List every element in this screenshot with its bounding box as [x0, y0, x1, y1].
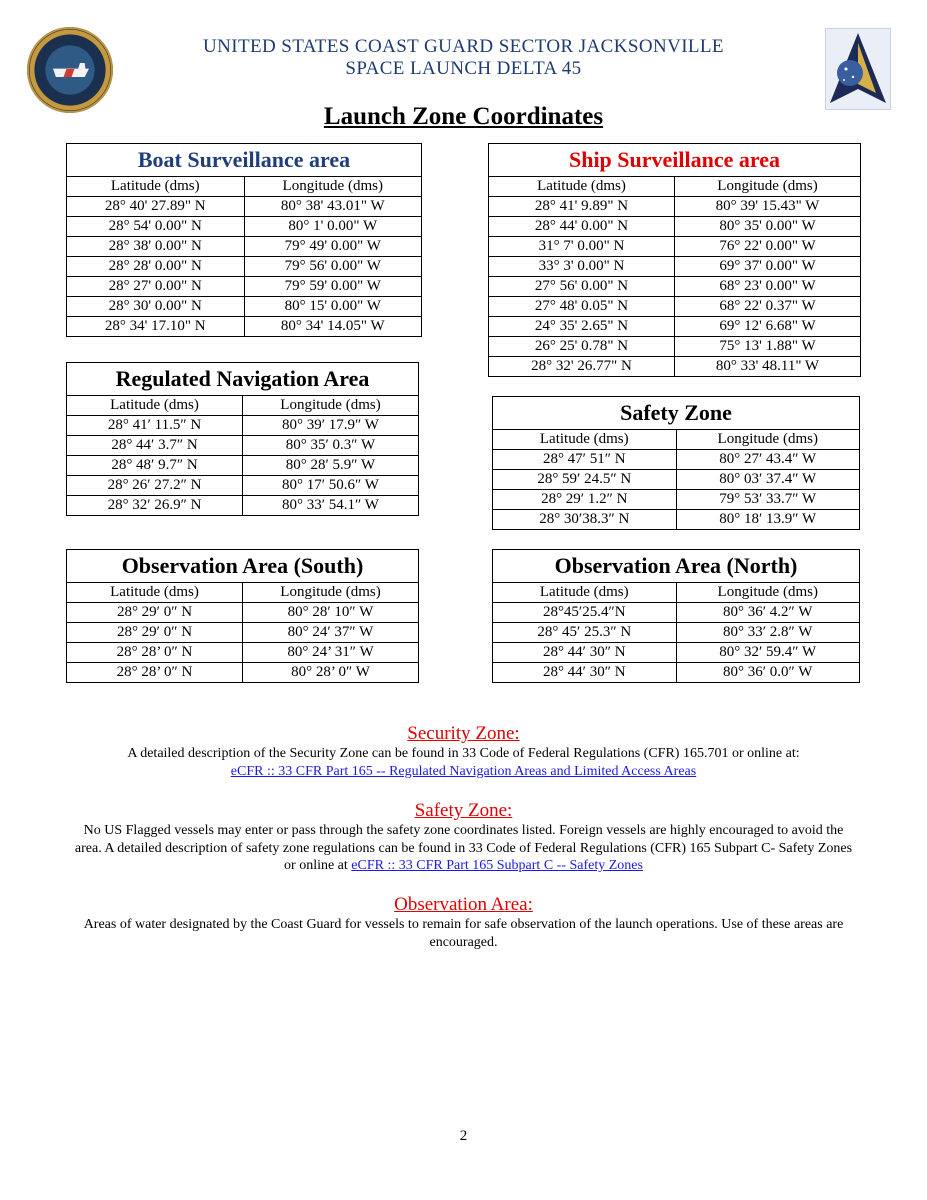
latitude-cell: 27° 48' 0.05" N: [489, 297, 675, 317]
latitude-cell: 28° 40' 27.89" N: [67, 197, 245, 217]
table-row: [493, 450, 860, 470]
security-zone-text: A detailed description of the Security Zone can be found in 33 Code of Federal Regulations (CFR) 165.701 or online at:: [127, 746, 800, 761]
latitude-cell: 28° 38' 0.00" N: [67, 237, 245, 257]
latitude-cell: 28° 54' 0.00" N: [67, 217, 245, 237]
latitude-cell: 28° 48′ 9.7″ N: [67, 456, 243, 476]
longitude-cell: 79° 49' 0.00" W: [244, 237, 422, 257]
delta-emblem-icon: [826, 29, 890, 109]
longitude-cell: 80° 39′ 17.9″ W: [243, 416, 419, 436]
page-title: Launch Zone Coordinates: [323, 103, 604, 130]
table-row: [493, 623, 860, 643]
longitude-cell: 80° 32′ 59.4″ W: [676, 643, 860, 663]
longitude-cell: 69° 37' 0.00" W: [675, 257, 861, 277]
table-row: [67, 643, 419, 663]
longitude-cell: 80° 33′ 2.8″ W: [676, 623, 860, 643]
longitude-header: Longitude (dms): [244, 177, 422, 197]
latitude-cell: 28° 59′ 24.5″ N: [493, 470, 677, 490]
table-row: [493, 510, 860, 530]
observation-area-body: Areas of water designated by the Coast Guard for vessels to remain for safe observation of the launch operations. Use of these areas are encouraged.: [83, 917, 844, 950]
space-launch-delta-logo: [825, 28, 891, 110]
table-row: [67, 257, 422, 277]
longitude-cell: 80° 35' 0.00" W: [675, 217, 861, 237]
latitude-cell: 27° 56' 0.00" N: [489, 277, 675, 297]
longitude-cell: 68° 23' 0.00" W: [675, 277, 861, 297]
observation-south-table: [66, 549, 419, 683]
table-row: [493, 603, 860, 623]
boat-surveillance-table: [66, 143, 422, 337]
longitude-cell: 80° 28′ 5.9″ W: [243, 456, 419, 476]
longitude-cell: 76° 22' 0.00" W: [675, 237, 861, 257]
longitude-cell: 80° 27′ 43.4″ W: [676, 450, 860, 470]
latitude-cell: 28° 47′ 51″ N: [493, 450, 677, 470]
table-row: [489, 237, 861, 257]
latitude-cell: 28° 29′ 0″ N: [67, 603, 243, 623]
table-row: [493, 643, 860, 663]
table-row: [493, 470, 860, 490]
longitude-cell: 80° 36′ 4.2″ W: [676, 603, 860, 623]
latitude-cell: 28° 44′ 3.7″ N: [67, 436, 243, 456]
longitude-cell: 79° 53′ 33.7″ W: [676, 490, 860, 510]
latitude-cell: 28°45′25.4″N: [493, 603, 677, 623]
latitude-cell: 28° 34' 17.10" N: [67, 317, 245, 337]
latitude-cell: 26° 25' 0.78" N: [489, 337, 675, 357]
longitude-cell: 79° 56' 0.00" W: [244, 257, 422, 277]
ship-surveillance-table: [488, 143, 861, 377]
longitude-cell: 80° 24′ 37″ W: [243, 623, 419, 643]
longitude-cell: 80° 34' 14.05" W: [244, 317, 422, 337]
longitude-cell: 80° 15' 0.00" W: [244, 297, 422, 317]
latitude-header: Latitude (dms): [493, 430, 677, 450]
latitude-header: Latitude (dms): [67, 396, 243, 416]
table-row: [489, 297, 861, 317]
latitude-cell: 28° 44′ 30″ N: [493, 643, 677, 663]
latitude-cell: 28° 32′ 26.9″ N: [67, 496, 243, 516]
table-row: [67, 416, 419, 436]
safety-zone-body: [70, 822, 857, 875]
table-caption: Boat Surveillance area: [67, 144, 422, 177]
longitude-cell: 79° 59' 0.00" W: [244, 277, 422, 297]
latitude-cell: 28° 28’ 0″ N: [67, 643, 243, 663]
table-row: [67, 237, 422, 257]
longitude-header: Longitude (dms): [243, 583, 419, 603]
table-row: [493, 663, 860, 683]
table-row: [67, 297, 422, 317]
longitude-cell: 75° 13' 1.88" W: [675, 337, 861, 357]
observation-north-table: [492, 549, 860, 683]
longitude-header: Longitude (dms): [243, 396, 419, 416]
table-caption: Observation Area (South): [67, 550, 419, 583]
longitude-cell: 80° 39' 15.43" W: [675, 197, 861, 217]
security-zone-body: [70, 745, 857, 780]
table-row: [493, 490, 860, 510]
regulated-navigation-table: [66, 362, 419, 516]
latitude-header: Latitude (dms): [67, 177, 245, 197]
table-row: [67, 436, 419, 456]
security-zone-ecfr-link[interactable]: eCFR :: 33 CFR Part 165 -- Regulated Navigation Areas and Limited Access Areas: [230, 763, 697, 779]
safety-zone-text: No US Flagged vessels may enter or pass through the safety zone coordinates listed. Foreign vessels are highly encouraged to avoid the area. A detailed description of safety zone regulations can be found in 33 Code of Federal Regulations (CFR) 165 Subpart C- Safety Zones or online at: [74, 823, 853, 873]
latitude-header: Latitude (dms): [493, 583, 677, 603]
table-row: [67, 456, 419, 476]
table-row: [489, 317, 861, 337]
latitude-cell: 28° 26′ 27.2″ N: [67, 476, 243, 496]
latitude-cell: 28° 29′ 1.2″ N: [493, 490, 677, 510]
longitude-header: Longitude (dms): [675, 177, 861, 197]
longitude-cell: 80° 35′ 0.3″ W: [243, 436, 419, 456]
latitude-cell: 28° 44′ 30″ N: [493, 663, 677, 683]
latitude-cell: 28° 28' 0.00" N: [67, 257, 245, 277]
longitude-cell: 80° 18′ 13.9″ W: [676, 510, 860, 530]
longitude-cell: 80° 38' 43.01" W: [244, 197, 422, 217]
table-row: [489, 277, 861, 297]
longitude-cell: 80° 33′ 54.1″ W: [243, 496, 419, 516]
longitude-header: Longitude (dms): [676, 430, 860, 450]
latitude-cell: 28° 27' 0.00" N: [67, 277, 245, 297]
latitude-header: Latitude (dms): [67, 583, 243, 603]
table-row: [67, 217, 422, 237]
latitude-cell: 28° 41′ 11.5″ N: [67, 416, 243, 436]
table-caption: Regulated Navigation Area: [67, 363, 419, 396]
table-caption: Observation Area (North): [493, 550, 860, 583]
latitude-cell: 28° 28’ 0″ N: [67, 663, 243, 683]
security-zone-heading: Security Zone:: [407, 723, 520, 744]
latitude-cell: 28° 45′ 25.3″ N: [493, 623, 677, 643]
table-row: [489, 217, 861, 237]
longitude-cell: 80° 28′ 10″ W: [243, 603, 419, 623]
longitude-cell: 69° 12' 6.68" W: [675, 317, 861, 337]
table-row: [489, 257, 861, 277]
latitude-cell: 28° 30' 0.00" N: [67, 297, 245, 317]
latitude-cell: 24° 35' 2.65" N: [489, 317, 675, 337]
safety-zone-ecfr-link[interactable]: eCFR :: 33 CFR Part 165 Subpart C -- Safety Zones: [351, 858, 643, 873]
longitude-cell: 80° 24’ 31″ W: [243, 643, 419, 663]
longitude-cell: 80° 03′ 37.4″ W: [676, 470, 860, 490]
safety-zone-table: [492, 396, 860, 530]
latitude-cell: 28° 29′ 0″ N: [67, 623, 243, 643]
page-number: 2: [459, 1128, 468, 1144]
longitude-cell: 80° 28’ 0″ W: [243, 663, 419, 683]
table-row: [489, 197, 861, 217]
longitude-cell: 68° 22' 0.37" W: [675, 297, 861, 317]
latitude-cell: 33° 3' 0.00" N: [489, 257, 675, 277]
table-row: [489, 357, 861, 377]
header-line-1: UNITED STATES COAST GUARD SECTOR JACKSONVILLE: [203, 36, 724, 57]
table-row: [67, 476, 419, 496]
table-caption: Safety Zone: [493, 397, 860, 430]
table-row: [67, 197, 422, 217]
longitude-cell: 80° 17′ 50.6″ W: [243, 476, 419, 496]
observation-area-heading: Observation Area:: [394, 894, 533, 915]
longitude-cell: 80° 1' 0.00" W: [244, 217, 422, 237]
table-row: [67, 623, 419, 643]
table-caption: Ship Surveillance area: [489, 144, 861, 177]
table-row: [67, 496, 419, 516]
table-row: [67, 277, 422, 297]
longitude-cell: 80° 33' 48.11" W: [675, 357, 861, 377]
longitude-header: Longitude (dms): [676, 583, 860, 603]
longitude-cell: 80° 36′ 0.0″ W: [676, 663, 860, 683]
latitude-cell: 28° 32' 26.77" N: [489, 357, 675, 377]
table-row: [67, 663, 419, 683]
table-row: [67, 317, 422, 337]
latitude-cell: 28° 41' 9.89" N: [489, 197, 675, 217]
safety-zone-heading: Safety Zone:: [414, 800, 513, 821]
header-line-2: SPACE LAUNCH DELTA 45: [345, 58, 582, 79]
table-row: [489, 337, 861, 357]
latitude-cell: 28° 30′38.3″ N: [493, 510, 677, 530]
latitude-cell: 28° 44' 0.00" N: [489, 217, 675, 237]
latitude-header: Latitude (dms): [489, 177, 675, 197]
table-row: [67, 603, 419, 623]
latitude-cell: 31° 7' 0.00" N: [489, 237, 675, 257]
